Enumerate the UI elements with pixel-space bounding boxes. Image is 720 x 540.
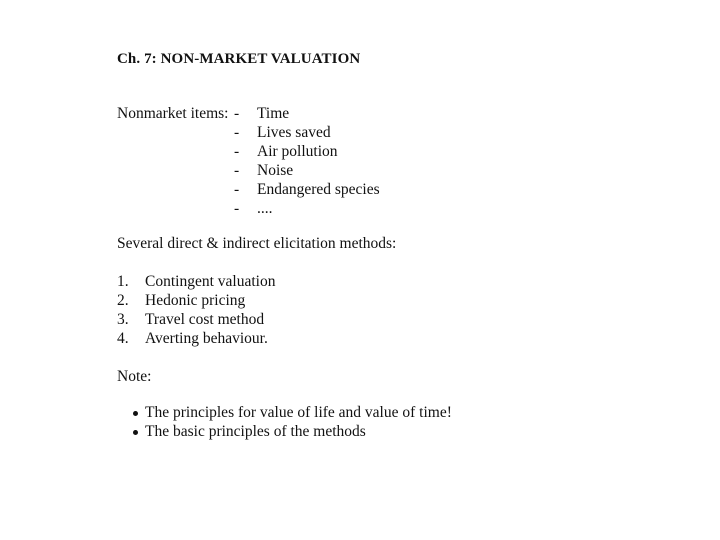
note-list: [0, 404, 600, 442]
dash-marker: -: [234, 124, 240, 141]
nonmarket-item: [0, 105, 500, 124]
nonmarket-item-text: Air pollution: [257, 143, 338, 160]
dash-marker: -: [234, 200, 240, 217]
nonmarket-item-text: Noise: [257, 162, 294, 179]
nonmarket-item: [0, 181, 500, 200]
dash-marker: -: [234, 105, 240, 122]
nonmarket-items-list: [0, 105, 500, 219]
nonmarket-item: [0, 200, 500, 219]
note-text: The basic principles of the methods: [145, 423, 366, 440]
nonmarket-item-text: ....: [257, 200, 273, 217]
nonmarket-item-text: Time: [257, 105, 290, 122]
method-item: [0, 273, 500, 292]
method-text: Hedonic pricing: [145, 292, 246, 309]
method-item: [0, 292, 500, 311]
method-number: 1.: [117, 273, 129, 290]
note-item: [0, 423, 600, 442]
note-label: Note:: [117, 368, 152, 385]
method-number: 3.: [117, 311, 129, 328]
nonmarket-item: [0, 162, 500, 181]
bullet-icon: [133, 411, 138, 416]
nonmarket-item-text: Endangered species: [257, 181, 380, 198]
nonmarket-item: [0, 143, 500, 162]
method-number: 4.: [117, 330, 129, 347]
nonmarket-item: [0, 124, 500, 143]
method-number: 2.: [117, 292, 129, 309]
methods-heading: Several direct & indirect elicitation methods:: [117, 235, 397, 252]
method-text: Travel cost method: [145, 311, 265, 328]
method-text: Contingent valuation: [145, 273, 276, 290]
dash-marker: -: [234, 143, 240, 160]
method-item: [0, 330, 500, 349]
method-text: Averting behaviour.: [145, 330, 268, 347]
note-item: [0, 404, 600, 423]
methods-list: [0, 273, 500, 349]
note-text: The principles for value of life and value of time!: [145, 404, 452, 421]
nonmarket-items-label: Nonmarket items:: [117, 105, 229, 122]
page-title: Ch. 7: NON-MARKET VALUATION: [117, 51, 361, 67]
method-item: [0, 311, 500, 330]
bullet-icon: [133, 430, 138, 435]
dash-marker: -: [234, 162, 240, 179]
nonmarket-item-text: Lives saved: [257, 124, 331, 141]
dash-marker: -: [234, 181, 240, 198]
